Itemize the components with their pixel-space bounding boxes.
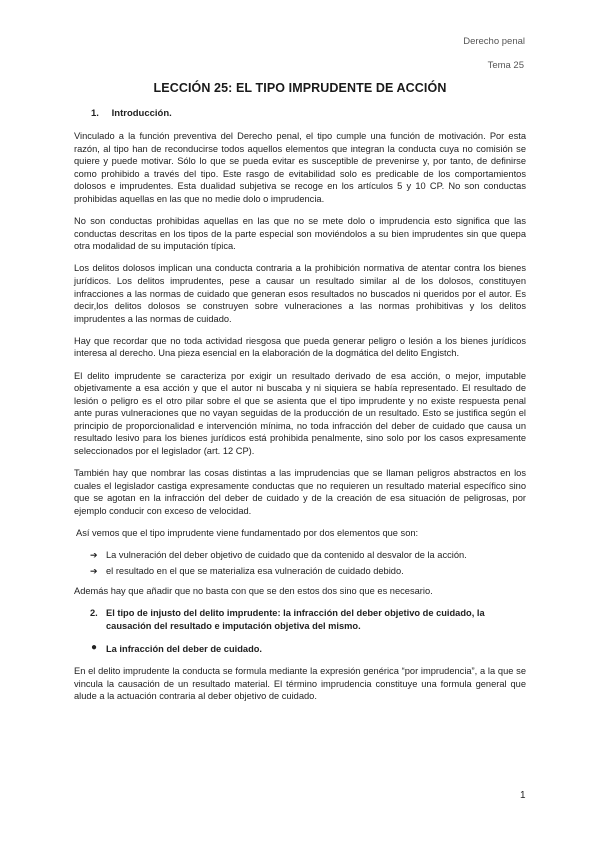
arrow-bullet-icon: ➔ <box>90 565 98 576</box>
section-heading-injusto <box>74 607 526 632</box>
paragraph: No son conductas prohibidas aquellas en las que no se mete dolo o imprudencia esto significa que las conductas descritas en los tipos de la parte especial son moviéndolos a su bien imprudentes sin que quepa otra modalidad de su imputación típica. <box>74 216 526 252</box>
section-label: El tipo de injusto del delito imprudente: la infracción del deber objetivo de cuidado, la causación del resultado e imputación objetiva del mismo. <box>106 608 485 631</box>
paragraph: Además hay que añadir que no basta con que se den estos dos sino que es necesario. <box>74 586 433 597</box>
subsection-label: La infracción del deber de cuidado. <box>106 643 263 654</box>
list-item-text: La vulneración del deber objetivo de cuidado que da contenido al desvalor de la acción. <box>106 550 467 561</box>
document-body <box>74 130 526 712</box>
paragraph: El delito imprudente se caracteriza por exigir un resultado derivado de esa acción, o mejor, imputable objetivamente a esa acción y que el autor ni buscaba y ni siquiera se había representado. El resultado de lesión o peligro es el otro pilar sobre el que se asienta que el tipo imprudente y no existe respuesta penal ante puras vulneraciones que no vayan seguidas de la producción de un resultado. Esto se justifica según el principio de proporcionalidad e intervención mínima, no toda infracción del deber de cuidado que causa un resultado lesivo para los bienes jurídicos está prohibida penalmente, sino solo por los casos expresamente seleccionados por el legislador (art. 12 CP). <box>74 370 526 457</box>
list-item <box>74 565 526 578</box>
paragraph: Hay que recordar que no toda actividad riesgosa que pueda generar peligro o lesión a los bienes jurídicos interesa al derecho. Una pieza esencial en la elaboración de la dogmática del delito Engistch. <box>74 335 526 359</box>
list-item-text: el resultado en el que se materializa esa vulneración de cuidado debido. <box>106 565 404 576</box>
section-number: 1. <box>91 108 99 119</box>
page-number: 1 <box>520 790 526 801</box>
paragraph: En el delito imprudente la conducta se formula mediante la expresión genérica “por imprudencia”, a la que se vincula la causación de un resultado material. El término imprudencia constituye una formula general que alude a la actuación contraria al deber objetivo de cuidado. <box>74 666 526 702</box>
arrow-list <box>74 549 526 577</box>
paragraph: Los delitos dolosos implican una conducta contraria a la prohibición normativa de atentar contra los bienes jurídicos. Los delitos imprudentes, pese a causar un resultado similar al de los dolosos, constituyen infracciones a las normas de cuidado que generan esos resultados no buscados ni queridos por el autor. Es decir,los delitos dolosos se construyen sobre vulneraciones a las normas prohibitivas y los delitos imprudentes a las normas de cuidado. <box>74 263 526 324</box>
lesson-title: LECCIÓN 25: EL TIPO IMPRUDENTE DE ACCIÓN <box>153 81 447 95</box>
section-heading-introduction <box>91 108 172 119</box>
section-label: Introducción. <box>111 108 172 119</box>
subsection-heading <box>74 643 526 656</box>
arrow-bullet-icon: ➔ <box>90 550 98 561</box>
paragraph: Vinculado a la función preventiva del Derecho penal, el tipo cumple una función de motivación. Por esta razón, al tipo han de reconducirse todos aquellos elementos que integran la conducta cuya no comisión se quiere y puede motivar. Sólo lo que se pueda evitar es susceptible de prevenirse y, por tanto, de definirse como prohibido a través del tipo. Este rasgo de evitabilidad solo es predicable de los comportamientos dolosos e imprudentes. Esta dualidad subjetiva se recoge en los artículos 5 y 10 CP. No son conductas prohibidas aquellas en las que no medie dolo o imprudencia. <box>74 131 526 204</box>
list-item <box>74 549 526 562</box>
paragraph: Así vemos que el tipo imprudente viene fundamentado por dos elementos que son: <box>76 528 419 539</box>
header-topic: Tema 25 <box>487 60 524 71</box>
bullet-icon: ● <box>91 641 98 653</box>
section-number: 2. <box>90 608 98 619</box>
header-subject: Derecho penal <box>463 36 525 47</box>
paragraph: También hay que nombrar las cosas distintas a las imprudencias que se llaman peligros abstractos en los cuales el legislador castiga expresamente conductas que no requieren un resultado material específico sino que se agotan en la infracción del deber de cuidado y de la creación de esa situación de peligrosas, por ejemplo conducir con exceso de velocidad. <box>74 468 526 516</box>
